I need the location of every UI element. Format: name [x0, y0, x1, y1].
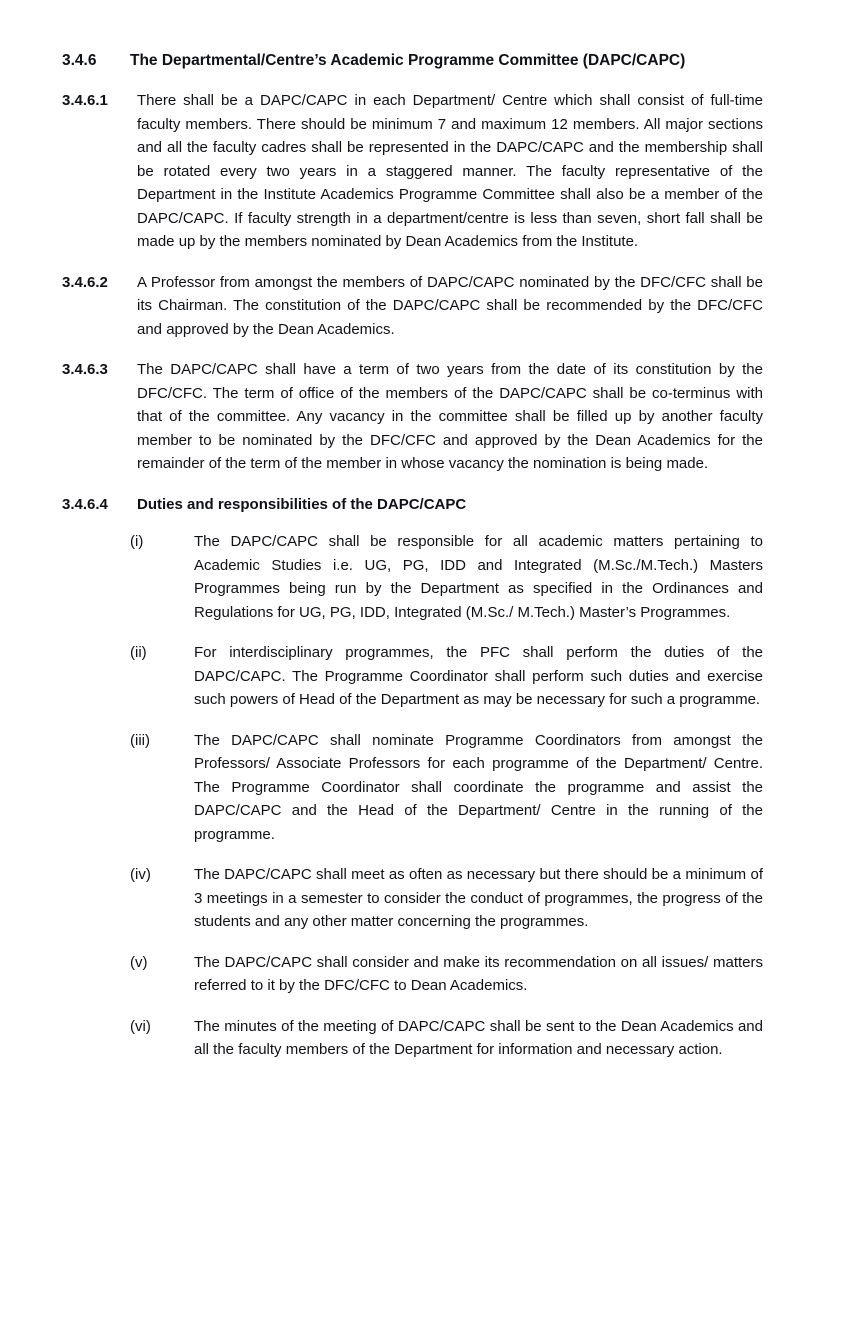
- sub-item-list: [62, 530, 763, 1062]
- list-item: [62, 863, 763, 934]
- clause-3-4-6-3: [62, 358, 763, 476]
- section-number: 3.4.6: [62, 52, 97, 69]
- clause-3-4-6-1: [62, 89, 763, 254]
- clause-3-4-6-4: [62, 493, 763, 517]
- clause-text: Duties and responsibilities of the DAPC/CAPC: [137, 495, 467, 513]
- clause-number: 3.4.6.4: [62, 495, 108, 513]
- list-item-text: The DAPC/CAPC shall consider and make its recommendation on all issues/ matters referred to it by the DFC/CFC to Dean Academics.: [194, 953, 763, 994]
- list-item-text: For interdisciplinary programmes, the PFC shall perform the duties of the DAPC/CAPC. The Programme Coordinator shall perform such duties and exercise such powers of Head of the Department as may be necessary for such a programme.: [194, 644, 763, 708]
- list-item-marker: (i): [130, 533, 144, 550]
- clause-3-4-6-2: [62, 271, 763, 342]
- list-item-marker: (vi): [130, 1017, 151, 1035]
- list-item-marker: (v): [130, 953, 148, 971]
- list-item-marker: (iii): [130, 731, 150, 749]
- list-item-text: The DAPC/CAPC shall be responsible for all academic matters pertaining to Academic Studies i.e. UG, PG, IDD and Integrated (M.Sc./M.Tech.) Masters Programmes being run by the Department as specified in the Ordinances and Regulations for UG, PG, IDD, Integrated (M.Sc./ M.Tech.) Master’s Programmes.: [194, 533, 763, 621]
- list-item: [62, 951, 763, 998]
- clause-text: A Professor from amongst the members of DAPC/CAPC nominated by the DFC/CFC shall be its Chairman. The constitution of the DAPC/CAPC shall be recommended by the DFC/CFC and approved by the Dean Academics.: [137, 273, 763, 338]
- list-item: [62, 641, 763, 712]
- section-heading: [62, 50, 763, 71]
- list-item: [62, 729, 763, 847]
- list-item-text: The DAPC/CAPC shall nominate Programme Coordinators from amongst the Professors/ Associate Professors for each programme of the Department/ Centre. The Programme Coordinator shall coordinate the programme and assist the DAPC/CAPC and the Head of the Department/ Centre in the running of the programme.: [194, 731, 763, 843]
- section-title: The Departmental/Centre’s Academic Programme Committee (DAPC/CAPC): [130, 52, 686, 69]
- list-item-text: The DAPC/CAPC shall meet as often as necessary but there should be a minimum of 3 meetings in a semester to consider the conduct of programmes, the progress of the students and any other matter concerning the programmes.: [194, 866, 763, 930]
- clause-text: There shall be a DAPC/CAPC in each Department/ Centre which shall consist of full-time faculty members. There should be minimum 7 and maximum 12 members. All major sections and all the faculty cadres shall be represented in the DAPC/CAPC and the membership shall be rotated every two years in a staggered manner. The faculty representative of the Department in the Institute Academics Programme Committee shall also be a member of the DAPC/CAPC. If faculty strength in a department/centre is less than seven, short fall shall be made up by the members nominated by Dean Academics from the Institute.: [137, 92, 763, 250]
- list-item-text: The minutes of the meeting of DAPC/CAPC shall be sent to the Dean Academics and all the faculty members of the Department for information and necessary action.: [194, 1017, 763, 1058]
- clause-number: 3.4.6.1: [62, 92, 108, 109]
- clause-number: 3.4.6.2: [62, 273, 108, 291]
- clause-number: 3.4.6.3: [62, 361, 108, 378]
- clause-text: The DAPC/CAPC shall have a term of two years from the date of its constitution by the DFC/CFC. The term of office of the members of the DAPC/CAPC shall be co-terminus with that of the committee. Any vacancy in the committee shall be filled up by another faculty member to be nominated by the DFC/CFC and approved by the Dean Academics for the remainder of the term of the member in whose vacancy the nomination is being made.: [137, 361, 763, 472]
- list-item-marker: (iv): [130, 866, 151, 883]
- list-item: [62, 530, 763, 624]
- list-item-marker: (ii): [130, 644, 147, 661]
- list-item: [62, 1015, 763, 1062]
